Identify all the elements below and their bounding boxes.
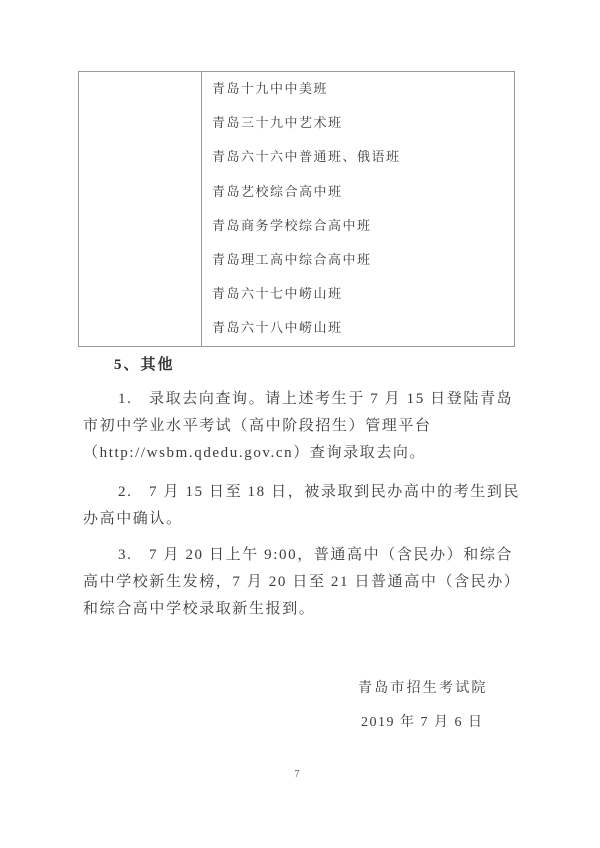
school-class-table: [78, 71, 515, 347]
paragraph-line: 市初中学业水平考试（高中阶段招生）管理平台: [83, 418, 432, 434]
paragraph-line: 2. 7 月 15 日至 18 日，被录取到民办高中的考生到民: [118, 484, 521, 500]
page-number: 7: [294, 769, 300, 780]
table-row: 青岛商务学校综合高中班: [212, 217, 372, 233]
paragraph-2: [83, 479, 528, 533]
table-right-cell: [202, 72, 514, 346]
paragraph-line: 3. 7 月 20 日上午 9:00，普通高中（含民办）和综合: [118, 547, 514, 563]
paragraph-line: 办高中确认。: [83, 511, 183, 527]
table-row: 青岛艺校综合高中班: [212, 183, 343, 199]
paragraph-1: [83, 386, 528, 467]
table-row: 青岛三十九中艺术班: [212, 115, 343, 131]
paragraph-line: （http://wsbm.qdedu.gov.cn）查询录取去向。: [83, 445, 427, 461]
table-left-cell: [79, 72, 202, 346]
table-row: 青岛十九中中美班: [212, 81, 329, 96]
table-row: 青岛六十八中崂山班: [212, 320, 343, 336]
table-row: 青岛六十七中崂山班: [212, 286, 343, 302]
paragraph-line: 和综合高中学校录取新生报到。: [83, 601, 316, 617]
table-row: 青岛六十六中普通班、俄语班: [212, 149, 401, 165]
signature-org: 青岛市招生考试院: [358, 681, 488, 696]
table-row: 青岛理工高中综合高中班: [212, 252, 372, 268]
signature-date: 2019 年 7 月 6 日: [361, 715, 484, 730]
paragraph-3: [83, 542, 528, 623]
paragraph-line: 1. 录取去向查询。请上述考生于 7 月 15 日登陆青岛: [118, 391, 514, 407]
paragraph-line: 高中学校新生发榜，7 月 20 日至 21 日普通高中（含民办）: [83, 574, 521, 590]
section-heading: 5、其他: [114, 357, 175, 373]
